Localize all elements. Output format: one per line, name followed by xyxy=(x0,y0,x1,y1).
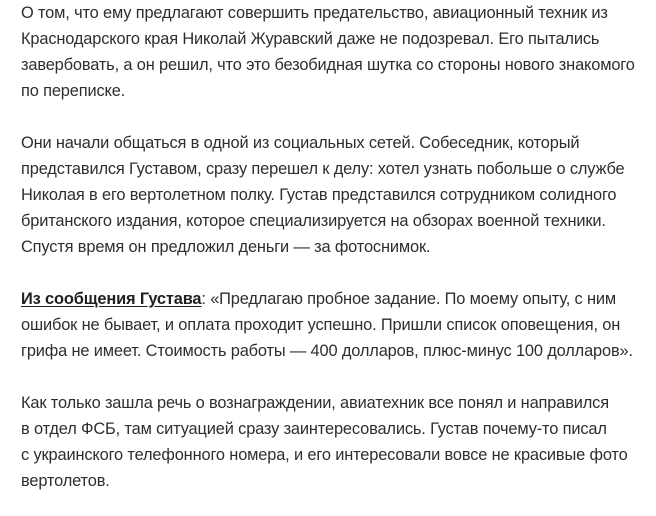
text-line: Николая в его вертолетном полку. Густав представился сотрудником солидного xyxy=(21,186,617,204)
text-line: Спустя время он предложил деньги — за фотоснимок. xyxy=(21,238,431,256)
paragraph-spacer xyxy=(21,364,651,390)
text-line: вертолетов. xyxy=(21,472,110,490)
paragraph-spacer xyxy=(21,104,651,130)
text-line: британского издания, которое специализируется на обзорах военной техники. xyxy=(21,212,606,230)
article-paragraph-3-quote xyxy=(21,286,651,364)
text-line: Они начали общаться в одной из социальных сетей. Собеседник, который xyxy=(21,134,580,152)
text-line xyxy=(21,286,651,312)
article-paragraph-2 xyxy=(21,130,651,260)
text-line: завербовать, а он решил, что это безобидная шутка со стороны нового знакомого xyxy=(21,56,635,74)
text-line: представился Густавом, сразу перешел к делу: хотел узнать побольше о службе xyxy=(21,160,625,178)
text-line: ошибок не бывает, и оплата проходит успешно. Пришли список оповещения, он xyxy=(21,316,621,334)
text-line: по переписке. xyxy=(21,82,126,100)
article-paragraph-4 xyxy=(21,390,651,494)
article-paragraph-1 xyxy=(21,0,651,104)
text-line: Как только зашла речь о вознаграждении, авиатехник все понял и направился xyxy=(21,394,609,412)
quote-text: : «Предлагаю пробное задание. По моему опыту, с ним xyxy=(201,290,617,308)
quote-source-link[interactable]: Из сообщения Густава xyxy=(21,290,202,308)
article-body xyxy=(21,0,651,494)
text-line: О том, что ему предлагают совершить предательство, авиационный техник из xyxy=(21,4,608,22)
text-line: с украинского телефонного номера, и его интересовали вовсе не красивые фото xyxy=(21,446,628,464)
text-line: Краснодарского края Николай Журавский даже не подозревал. Его пытались xyxy=(21,30,600,48)
text-line: грифа не имеет. Стоимость работы — 400 долларов, плюс-минус 100 долларов». xyxy=(21,342,633,360)
text-line: в отдел ФСБ, там ситуацией сразу заинтересовались. Густав почему-то писал xyxy=(21,420,607,438)
paragraph-spacer xyxy=(21,260,651,286)
